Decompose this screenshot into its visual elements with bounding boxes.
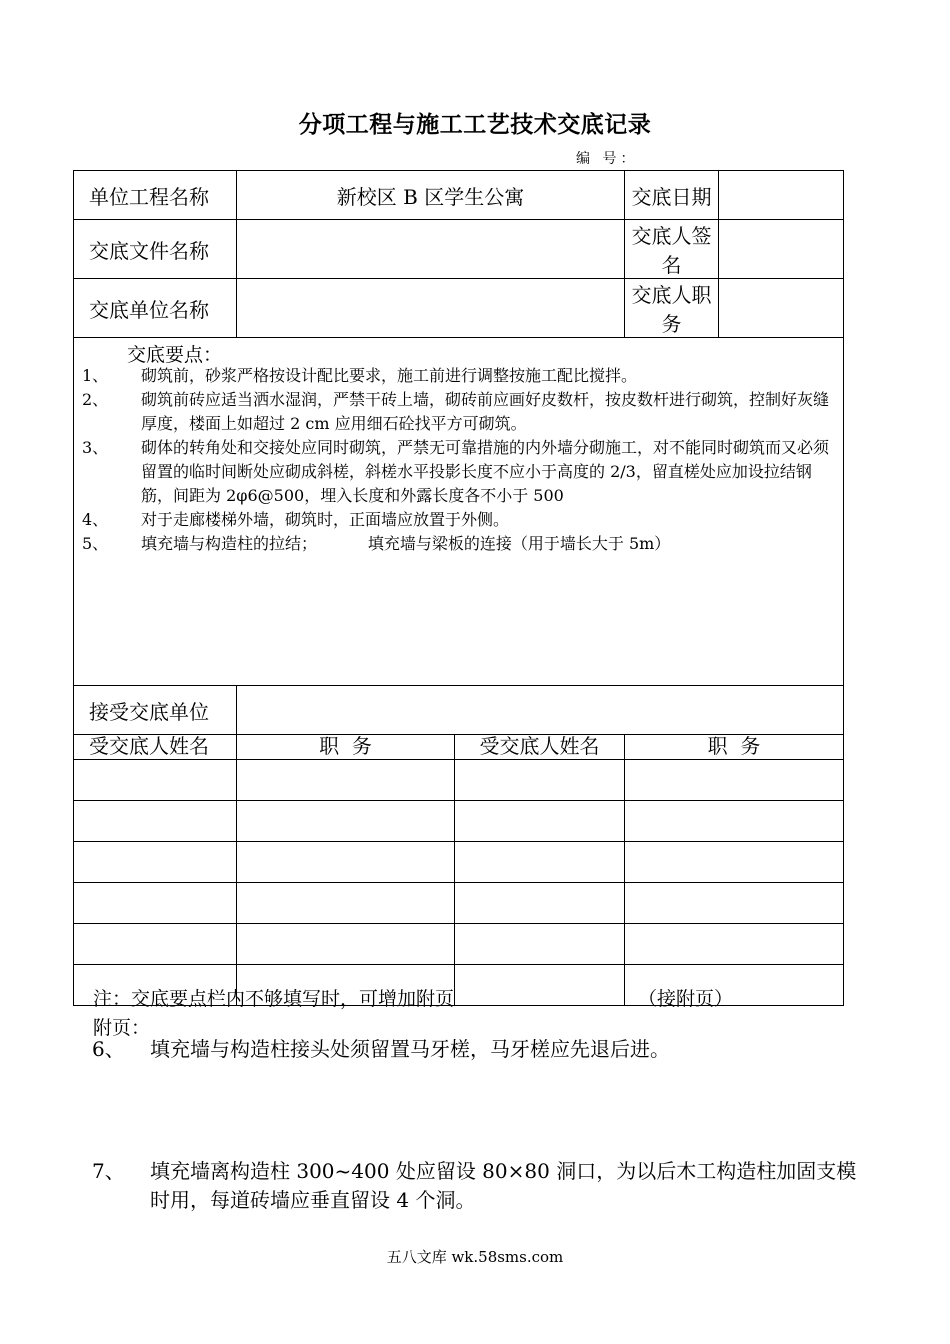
project-name-label: 单位工程名称 — [74, 171, 237, 220]
receiver-name-header: 受交底人姓名 — [455, 735, 625, 760]
receiver-unit-row — [74, 686, 844, 735]
list-item — [82, 508, 835, 532]
annex-item — [92, 1035, 872, 1065]
annex-item-text: 填充墙离构造柱 300~400 处应留设 80×80 洞口，为以后木工构造柱加固支模时用，每道砖墙应垂直留设 4 个洞。 — [150, 1159, 857, 1212]
annex-heading: 附页： — [93, 1017, 151, 1039]
receiver-unit-label: 接受交底单位 — [74, 686, 237, 735]
list-item-text: 砌体的转角处和交接处应同时砌筑，严禁无可靠措施的内外墙分砌施工，对不能同时砌筑而又必须留置的临时间断处应砌成斜槎，斜槎水平投影长度不应小于高度的 2/3，留直槎处应加设拉结钢筋，间距为 2φ6@500，埋入长度和外露长度各不小于 500 — [141, 438, 830, 505]
key-points-list — [82, 364, 835, 556]
receiver-position-header: 职 务 — [237, 735, 455, 760]
table-row — [74, 760, 844, 801]
list-item-text: 对于走廊楼梯外墙，砌筑时，正面墙应放置于外侧。 — [141, 510, 510, 529]
footer-watermark: 五八文库 wk.58sms.com — [386, 1248, 564, 1266]
annex-item — [92, 1157, 872, 1217]
receiver-position-header: 职 务 — [625, 735, 844, 760]
receiver-name-cell[interactable] — [74, 760, 237, 801]
briefing-record-table — [73, 170, 844, 1006]
key-points-cell — [74, 338, 844, 686]
receiver-name-cell[interactable] — [74, 924, 237, 965]
table-row — [74, 842, 844, 883]
annex-item-text: 填充墙与构造柱接头处须留置马牙槎，马牙槎应先退后进。 — [150, 1037, 670, 1061]
annex-item-number: 7、 — [92, 1159, 125, 1183]
project-name-value[interactable]: 新校区 B 区学生公寓 — [237, 171, 625, 220]
receiver-name-cell[interactable] — [455, 760, 625, 801]
receiver-position-cell[interactable] — [237, 801, 455, 842]
unit-name-field[interactable] — [237, 279, 625, 338]
key-points-heading: 交底要点： — [127, 344, 223, 366]
signer-field[interactable] — [719, 220, 844, 279]
file-name-field[interactable] — [237, 220, 625, 279]
receiver-position-cell[interactable] — [237, 883, 455, 924]
page-title: 分项工程与施工工艺技术交底记录 — [298, 111, 652, 138]
table-row — [74, 924, 844, 965]
footnote-text: 注：交底要点栏内不够填写时，可增加附页 — [93, 988, 455, 1010]
receiver-name-cell[interactable] — [74, 801, 237, 842]
list-item — [82, 364, 835, 388]
list-item-number: 1、 — [82, 366, 109, 385]
receiver-position-cell[interactable] — [625, 842, 844, 883]
receiver-position-cell[interactable] — [237, 842, 455, 883]
unit-row — [74, 279, 844, 338]
list-item-text: 填充墙与构造柱的拉结； 填充墙与梁板的连接（用于墙长大于 5m） — [141, 534, 671, 553]
file-name-label: 交底文件名称 — [74, 220, 237, 279]
list-item-number: 3、 — [82, 438, 109, 457]
receiver-position-cell[interactable] — [237, 924, 455, 965]
table-row — [74, 801, 844, 842]
receiver-name-cell[interactable] — [74, 883, 237, 924]
receiver-position-cell[interactable] — [625, 924, 844, 965]
receiver-name-cell[interactable] — [455, 883, 625, 924]
list-item-text: 砌筑前，砂浆严格按设计配比要求，施工前进行调整按施工配比搅拌。 — [141, 366, 638, 385]
list-item-text: 砌筑前砖应适当洒水湿润，严禁干砖上墙，砌砖前应画好皮数杆，按皮数杆进行砌筑，控制好灰缝厚度，楼面上如超过 2 cm 应用细石砼找平方可砌筑。 — [141, 390, 830, 433]
table-row — [74, 883, 844, 924]
file-row — [74, 220, 844, 279]
receiver-name-header: 受交底人姓名 — [74, 735, 237, 760]
list-item-number: 2、 — [82, 390, 109, 409]
position-field[interactable] — [719, 279, 844, 338]
position-label: 交底人职务 — [625, 279, 719, 338]
receiver-name-cell[interactable] — [455, 965, 625, 1006]
receiver-position-cell[interactable] — [625, 760, 844, 801]
footnote — [93, 987, 734, 1011]
key-points-row — [74, 338, 844, 686]
receiver-position-cell[interactable] — [625, 801, 844, 842]
receiver-name-cell[interactable] — [74, 842, 237, 883]
footnote-continued: （接附页） — [638, 988, 734, 1010]
receiver-name-cell[interactable] — [455, 801, 625, 842]
signer-label: 交底人签名 — [625, 220, 719, 279]
unit-name-label: 交底单位名称 — [74, 279, 237, 338]
receiver-name-cell[interactable] — [455, 842, 625, 883]
list-item — [82, 388, 835, 436]
receiver-position-cell[interactable] — [625, 883, 844, 924]
list-item-number: 4、 — [82, 510, 109, 529]
annex-item-number: 6、 — [92, 1037, 125, 1061]
receiver-name-cell[interactable] — [455, 924, 625, 965]
receiver-unit-field[interactable] — [237, 686, 844, 735]
serial-number-label: 编 号： — [576, 151, 639, 167]
project-row — [74, 171, 844, 220]
list-item-number: 5、 — [82, 534, 109, 553]
receiver-position-cell[interactable] — [237, 760, 455, 801]
briefing-date-label: 交底日期 — [625, 171, 719, 220]
list-item — [82, 532, 835, 556]
list-item — [82, 436, 835, 508]
receiver-header-row — [74, 735, 844, 760]
briefing-date-field[interactable] — [719, 171, 844, 220]
